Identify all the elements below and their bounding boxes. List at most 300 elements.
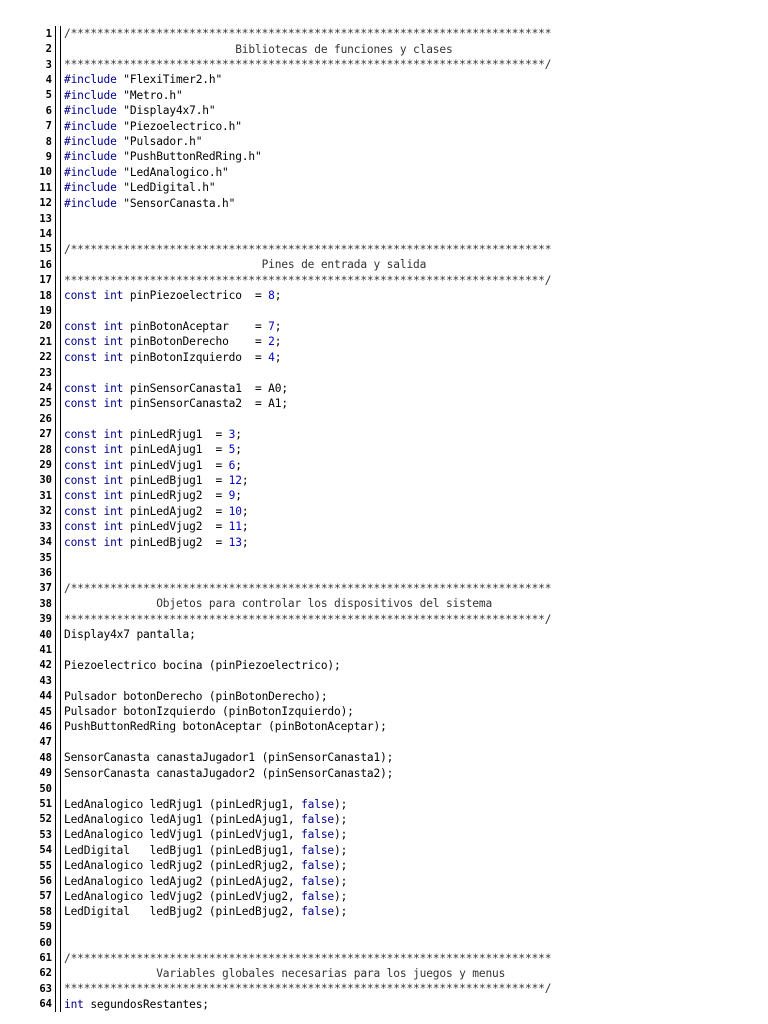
gutter-divider — [55, 550, 61, 565]
line-number: 16 — [39, 258, 52, 271]
code-text — [64, 382, 288, 395]
gutter-divider — [55, 596, 61, 611]
code-token: const int — [64, 535, 124, 549]
code-token: ); — [334, 874, 348, 888]
line-number: 24 — [39, 382, 52, 395]
code-token: Pulsador botonDerecho (pinBotonDerecho); — [64, 689, 328, 703]
code-line — [32, 719, 732, 734]
code-token: 3 — [228, 427, 236, 441]
code-text — [64, 520, 248, 533]
code-token: false — [301, 905, 335, 919]
code-token: PushButtonRedRing botonAceptar (pinBotonAceptar); — [64, 720, 387, 734]
code-token: "Metro.h" — [116, 88, 183, 102]
code-token: #include — [64, 196, 117, 210]
code-token: Display4x7 pantalla; — [64, 628, 196, 642]
code-token: #include — [64, 181, 117, 195]
line-number: 38 — [39, 597, 52, 610]
code-token: /************************************************************************* — [64, 951, 552, 965]
code-token: const int — [64, 396, 124, 410]
code-line — [32, 581, 732, 596]
code-token: #include — [64, 165, 117, 179]
code-token: false — [301, 797, 335, 811]
code-token: const int — [64, 289, 124, 303]
code-token: 9 — [228, 489, 236, 503]
line-number: 39 — [39, 613, 52, 626]
code-token: ; — [274, 319, 282, 333]
line-number: 62 — [39, 967, 52, 980]
code-token: pinLedAjug1 = — [123, 443, 229, 457]
code-token: pinBotonAceptar = — [123, 319, 269, 333]
code-token: /************************************************************************* — [64, 27, 552, 41]
code-line — [32, 781, 732, 796]
code-token: #include — [64, 104, 117, 118]
code-line — [32, 365, 732, 380]
code-token: ; — [241, 520, 249, 534]
code-token: 10 — [228, 504, 242, 518]
line-number: 5 — [45, 89, 52, 102]
gutter-divider — [55, 473, 61, 488]
code-text — [64, 443, 242, 456]
code-token: "SensorCanasta.h" — [116, 196, 236, 210]
code-text — [64, 58, 551, 71]
code-token: LedAnalogico ledAjug2 (pinLedAjug2, — [64, 874, 302, 888]
code-token: "Display4x7.h" — [116, 104, 216, 118]
code-token: const int — [64, 319, 124, 333]
code-text — [64, 582, 551, 595]
line-number: 41 — [39, 643, 52, 656]
code-token: false — [301, 812, 335, 826]
code-token: #include — [64, 73, 117, 87]
line-number: 49 — [39, 767, 52, 780]
code-token: false — [301, 874, 335, 888]
code-text — [64, 859, 347, 872]
code-token: "PushButtonRedRing.h" — [116, 150, 262, 164]
code-text — [64, 335, 281, 348]
gutter-divider — [55, 103, 61, 118]
code-text — [64, 181, 215, 194]
code-line — [32, 242, 732, 257]
code-text — [64, 289, 281, 302]
code-text — [64, 767, 393, 780]
code-text — [64, 43, 453, 56]
gutter-divider — [55, 781, 61, 796]
code-line — [32, 812, 732, 827]
code-text — [64, 952, 551, 965]
code-line — [32, 920, 732, 935]
gutter-divider — [55, 288, 61, 303]
code-token: *************************************************************************/ — [64, 982, 552, 996]
code-text — [64, 536, 248, 549]
gutter-divider — [55, 26, 61, 41]
line-number: 23 — [39, 366, 52, 379]
code-text — [64, 489, 242, 502]
code-line — [32, 134, 732, 149]
gutter-divider — [55, 981, 61, 996]
code-token: pinLedRjug2 = — [123, 489, 229, 503]
line-number: 20 — [39, 320, 52, 333]
code-token: segundosRestantes; — [83, 997, 209, 1011]
gutter-divider — [55, 365, 61, 380]
gutter-divider — [55, 904, 61, 919]
code-token: pinLedVjug1 = — [123, 458, 229, 472]
code-token: pinLedAjug2 = — [123, 504, 229, 518]
code-token: SensorCanasta canastaJugador1 (pinSensorCanasta1); — [64, 751, 394, 765]
gutter-divider — [55, 673, 61, 688]
line-number: 48 — [39, 751, 52, 764]
gutter-divider — [55, 380, 61, 395]
line-number: 59 — [39, 921, 52, 934]
line-number: 14 — [39, 227, 52, 240]
code-line — [32, 195, 732, 210]
code-token: const int — [64, 335, 124, 349]
code-line — [32, 658, 732, 673]
code-text — [64, 890, 347, 903]
line-number: 7 — [45, 120, 52, 133]
code-line — [32, 966, 732, 981]
gutter-divider — [55, 319, 61, 334]
gutter-divider — [55, 565, 61, 580]
gutter-divider — [55, 889, 61, 904]
code-text — [64, 73, 222, 86]
code-token: "LedAnalogico.h" — [116, 165, 229, 179]
line-number: 34 — [39, 536, 52, 549]
gutter-divider — [55, 504, 61, 519]
line-number: 29 — [39, 459, 52, 472]
code-line — [32, 41, 732, 56]
gutter-divider — [55, 134, 61, 149]
code-line — [32, 396, 732, 411]
gutter-divider — [55, 88, 61, 103]
line-number: 61 — [39, 952, 52, 965]
gutter-divider — [55, 627, 61, 642]
gutter-divider — [55, 766, 61, 781]
code-line — [32, 72, 732, 87]
gutter-divider — [55, 858, 61, 873]
code-token: const int — [64, 458, 124, 472]
line-number: 60 — [39, 936, 52, 949]
line-number: 25 — [39, 397, 52, 410]
gutter-divider — [55, 165, 61, 180]
code-token: ; — [241, 535, 249, 549]
line-number: 17 — [39, 274, 52, 287]
line-number: 10 — [39, 166, 52, 179]
gutter-divider — [55, 442, 61, 457]
code-text — [64, 104, 215, 117]
gutter-divider — [55, 57, 61, 72]
gutter-divider — [55, 658, 61, 673]
code-token: ; — [241, 504, 249, 518]
line-number: 47 — [39, 736, 52, 749]
gutter-divider — [55, 457, 61, 472]
code-token: const int — [64, 427, 124, 441]
gutter-divider — [55, 735, 61, 750]
code-token: Variables globales necesarias para los juegos y menus — [64, 966, 506, 980]
line-number: 6 — [45, 104, 52, 117]
code-token: 11 — [228, 520, 242, 534]
code-token: pinSensorCanasta1 = A0; — [123, 381, 288, 395]
line-number: 2 — [45, 43, 52, 56]
code-line — [32, 442, 732, 457]
code-text — [64, 351, 281, 364]
gutter-divider — [55, 427, 61, 442]
line-number: 26 — [39, 412, 52, 425]
gutter-divider — [55, 843, 61, 858]
code-line — [32, 550, 732, 565]
code-token: LedAnalogico ledAjug1 (pinLedAjug1, — [64, 812, 302, 826]
code-token: *************************************************************************/ — [64, 58, 552, 72]
line-number: 13 — [39, 212, 52, 225]
line-number: 19 — [39, 305, 52, 318]
code-token: #include — [64, 150, 117, 164]
code-line — [32, 211, 732, 226]
code-token: ); — [334, 812, 348, 826]
code-text — [64, 844, 347, 857]
code-token: 7 — [268, 319, 275, 333]
code-token: pinBotonDerecho = — [123, 335, 269, 349]
code-text — [64, 659, 341, 672]
code-text — [64, 428, 242, 441]
code-line — [32, 57, 732, 72]
line-number: 45 — [39, 705, 52, 718]
code-text — [64, 705, 354, 718]
code-text — [64, 320, 281, 333]
gutter-divider — [55, 611, 61, 626]
line-number: 54 — [39, 844, 52, 857]
code-token: #include — [64, 135, 117, 149]
code-token: ; — [241, 473, 249, 487]
code-token: pinLedRjug1 = — [123, 427, 229, 441]
line-number: 27 — [39, 428, 52, 441]
code-token: LedAnalogico ledRjug1 (pinLedRjug1, — [64, 797, 302, 811]
code-text — [64, 89, 183, 102]
code-line — [32, 504, 732, 519]
line-number: 15 — [39, 243, 52, 256]
code-line — [32, 704, 732, 719]
code-token: pinBotonIzquierdo = — [123, 350, 269, 364]
gutter-divider — [55, 966, 61, 981]
gutter-divider — [55, 519, 61, 534]
code-line — [32, 596, 732, 611]
gutter-divider — [55, 180, 61, 195]
line-number: 52 — [39, 813, 52, 826]
code-text — [64, 720, 387, 733]
gutter-divider — [55, 719, 61, 734]
code-token: const int — [64, 350, 124, 364]
code-line — [32, 457, 732, 472]
code-text — [64, 798, 347, 811]
code-line — [32, 118, 732, 133]
code-text — [64, 150, 262, 163]
line-number: 40 — [39, 628, 52, 641]
gutter-divider — [55, 273, 61, 288]
code-text — [64, 998, 209, 1011]
code-token: ; — [274, 335, 282, 349]
line-number: 50 — [39, 782, 52, 795]
line-number: 56 — [39, 875, 52, 888]
code-line — [32, 334, 732, 349]
code-token: LedDigital ledBjug1 (pinLedBjug1, — [64, 843, 302, 857]
gutter-divider — [55, 226, 61, 241]
code-token: *************************************************************************/ — [64, 273, 552, 287]
code-line — [32, 688, 732, 703]
line-number: 64 — [39, 998, 52, 1011]
code-token: ; — [235, 443, 242, 457]
gutter-divider — [55, 488, 61, 503]
line-number: 18 — [39, 289, 52, 302]
code-token: ; — [274, 350, 282, 364]
line-number: 12 — [39, 197, 52, 210]
code-token: pinPiezoelectrico = — [123, 289, 269, 303]
code-token: ); — [334, 797, 348, 811]
code-token: *************************************************************************/ — [64, 612, 552, 626]
gutter-divider — [55, 796, 61, 811]
line-number: 22 — [39, 351, 52, 364]
line-number: 3 — [45, 58, 52, 71]
code-token: Bibliotecas de funciones y clases — [64, 42, 453, 56]
line-number: 30 — [39, 474, 52, 487]
gutter-divider — [55, 827, 61, 842]
code-token: Pulsador botonIzquierdo (pinBotonIzquierdo); — [64, 705, 354, 719]
code-text — [64, 875, 347, 888]
line-number: 58 — [39, 905, 52, 918]
line-number: 32 — [39, 505, 52, 518]
code-text — [64, 967, 505, 980]
code-line — [32, 950, 732, 965]
code-line — [32, 796, 732, 811]
line-number: 57 — [39, 890, 52, 903]
code-text — [64, 751, 393, 764]
gutter-divider — [55, 642, 61, 657]
gutter-divider — [55, 704, 61, 719]
code-text — [64, 597, 492, 610]
line-number: 36 — [39, 566, 52, 579]
gutter-divider — [55, 211, 61, 226]
code-line — [32, 473, 732, 488]
gutter-divider — [55, 257, 61, 272]
code-token: false — [301, 828, 335, 842]
gutter-divider — [55, 950, 61, 965]
code-token: ); — [334, 859, 348, 873]
code-token: Objetos para controlar los dispositivos del sistema — [64, 597, 493, 611]
code-token: ); — [334, 828, 348, 842]
code-token: const int — [64, 489, 124, 503]
code-line — [32, 997, 732, 1012]
code-token: LedDigital ledBjug2 (pinLedBjug2, — [64, 905, 302, 919]
code-token: "Piezoelectrico.h" — [116, 119, 242, 133]
code-text — [64, 459, 242, 472]
code-text — [64, 27, 551, 40]
code-line — [32, 766, 732, 781]
code-token: ; — [235, 489, 242, 503]
code-line — [32, 534, 732, 549]
code-line — [32, 904, 732, 919]
code-text — [64, 243, 551, 256]
code-token: ; — [235, 427, 242, 441]
line-number: 35 — [39, 551, 52, 564]
line-number: 46 — [39, 720, 52, 733]
code-text — [64, 197, 235, 210]
code-token: LedAnalogico ledVjug1 (pinLedVjug1, — [64, 828, 302, 842]
line-number: 11 — [39, 181, 52, 194]
code-line — [32, 627, 732, 642]
code-line — [32, 750, 732, 765]
code-token: Pines de entrada y salida — [64, 258, 427, 272]
gutter-divider — [55, 72, 61, 87]
code-line — [32, 411, 732, 426]
code-text — [64, 135, 202, 148]
code-text — [64, 505, 248, 518]
gutter-divider — [55, 873, 61, 888]
code-line — [32, 565, 732, 580]
line-number: 21 — [39, 335, 52, 348]
gutter-divider — [55, 750, 61, 765]
code-line — [32, 350, 732, 365]
gutter-divider — [55, 935, 61, 950]
code-line — [32, 843, 732, 858]
code-token: const int — [64, 504, 124, 518]
code-token: int — [64, 997, 84, 1011]
code-token: "FlexiTimer2.h" — [116, 73, 223, 87]
code-token: SensorCanasta canastaJugador2 (pinSensorCanasta2); — [64, 766, 394, 780]
gutter-divider — [55, 812, 61, 827]
code-token: const int — [64, 520, 124, 534]
code-line — [32, 858, 732, 873]
code-token: const int — [64, 473, 124, 487]
code-token: pinLedVjug2 = — [123, 520, 229, 534]
line-number: 33 — [39, 520, 52, 533]
code-token: ; — [274, 289, 282, 303]
code-token: false — [301, 859, 335, 873]
code-line — [32, 935, 732, 950]
line-number: 37 — [39, 582, 52, 595]
code-line — [32, 180, 732, 195]
code-line — [32, 673, 732, 688]
code-token: LedAnalogico ledVjug2 (pinLedVjug2, — [64, 889, 302, 903]
line-number: 31 — [39, 489, 52, 502]
code-line — [32, 611, 732, 626]
line-number: 8 — [45, 135, 52, 148]
code-token: LedAnalogico ledRjug2 (pinLedRjug2, — [64, 859, 302, 873]
code-token: 5 — [228, 443, 236, 457]
gutter-divider — [55, 411, 61, 426]
code-text — [64, 120, 242, 133]
code-token: 8 — [268, 289, 275, 303]
code-line — [32, 981, 732, 996]
code-line — [32, 319, 732, 334]
code-token: /************************************************************************* — [64, 242, 552, 256]
code-text — [64, 166, 229, 179]
code-line — [32, 427, 732, 442]
code-line — [32, 488, 732, 503]
code-line — [32, 26, 732, 41]
code-text — [64, 397, 288, 410]
gutter-divider — [55, 581, 61, 596]
gutter-divider — [55, 688, 61, 703]
code-token: ); — [334, 905, 348, 919]
code-line — [32, 380, 732, 395]
gutter-divider — [55, 242, 61, 257]
line-number: 9 — [45, 150, 52, 163]
gutter-divider — [55, 334, 61, 349]
code-line — [32, 735, 732, 750]
code-line — [32, 257, 732, 272]
code-text — [64, 474, 248, 487]
gutter-divider — [55, 997, 61, 1012]
code-token: /************************************************************************* — [64, 581, 552, 595]
line-number: 53 — [39, 828, 52, 841]
code-token: "LedDigital.h" — [116, 181, 216, 195]
code-line — [32, 273, 732, 288]
